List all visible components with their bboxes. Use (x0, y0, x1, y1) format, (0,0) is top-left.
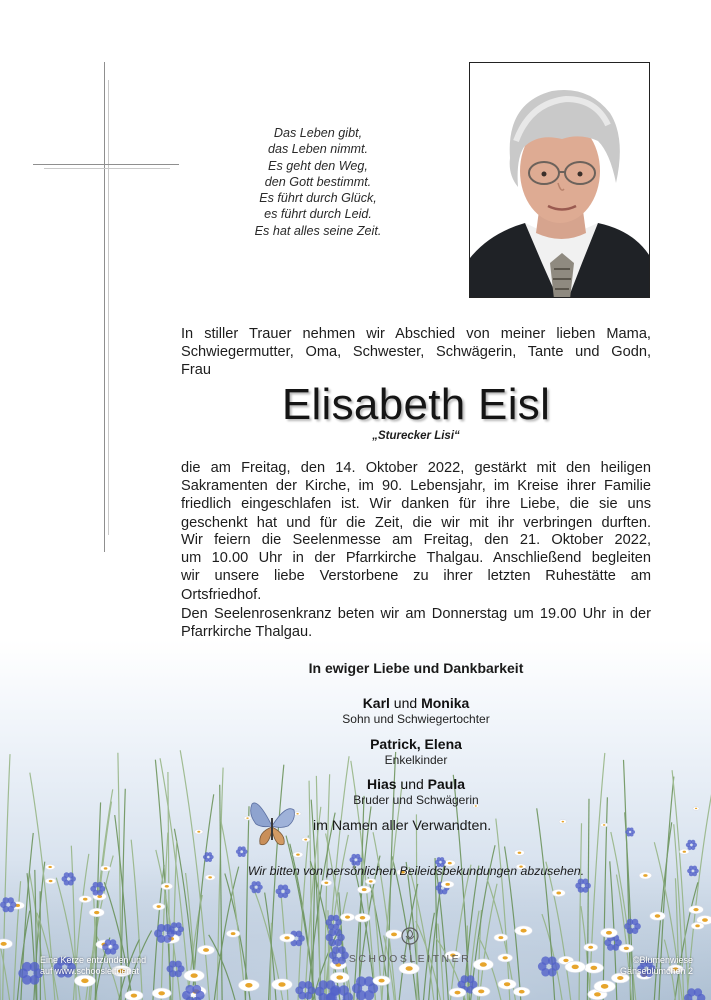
death-notice-paragraph (181, 459, 651, 532)
mourner-conjunction: und (389, 695, 422, 711)
intro-text (181, 325, 651, 380)
meadow-flower (226, 930, 240, 937)
paragraph-line: Wir feiern die Seelenmesse am Freitag, den 21. Oktober 2022, (181, 532, 651, 548)
mourner-names (181, 695, 651, 712)
poem-line: den Gott bestimmt. (264, 174, 372, 189)
meadow-flower (321, 880, 332, 886)
mourner-relation: Bruder und Schwägerin (353, 793, 479, 807)
mourner-conjunction: und (396, 776, 428, 792)
closing-heading: In ewiger Liebe und Dankbarkeit (308, 660, 524, 676)
paragraph-line: um 10.00 Uhr in der Pfarrkirche Thalgau. Anschließend begleiten (181, 550, 651, 567)
meadow-flower (100, 866, 110, 872)
meadow-flower (514, 850, 524, 856)
poem-line: Das Leben gibt, (273, 126, 363, 140)
mourner-relation: Enkelkinder (384, 753, 448, 767)
cross-horizontal (33, 164, 179, 165)
brand-name: SCHOOSLEITNER (348, 953, 472, 965)
mourner-names (181, 776, 651, 793)
meadow-flower (515, 926, 533, 936)
cross-vertical-shadow (108, 80, 109, 535)
meadow-flower (238, 979, 259, 991)
poem-line: das Leben nimmt. (267, 142, 369, 157)
intro-line: In stiller Trauer nehmen wir Abschied von meiner lieben Mama, (181, 326, 651, 342)
mourner-name: Hias (366, 776, 397, 792)
mourner-name: Patrick, Elena (370, 736, 462, 752)
mourner-group (181, 695, 651, 727)
meadow-flower (340, 913, 354, 921)
paragraph-line: wir unsere liebe Verstorbene zu ihrer letzten Ruhestätte am (181, 568, 651, 585)
poem (236, 125, 400, 239)
deceased-nickname: „Sturecker Lisi“ (372, 430, 460, 442)
paragraph-line: Pfarrkirche Thalgau. (181, 624, 313, 641)
butterfly-icon (246, 796, 298, 854)
meadow-flower (513, 987, 530, 996)
meadow-flower (441, 881, 454, 888)
footer-image-credit (620, 955, 693, 977)
meadow-flower (161, 883, 173, 889)
meadow-flower (559, 820, 567, 824)
paragraph-line: Sakramenten der Kirche, im 90. Lebensjahr, im Kreise ihrer Familie (181, 478, 651, 495)
poem-line: Es geht den Weg, (268, 158, 368, 173)
paragraph-line: die am Freitag, den 14. Oktober 2022, gestärkt mit den heiligen (181, 460, 651, 476)
condolence-request: Wir bitten von persönlichen Beileidsbekundungen abzusehen. (247, 864, 585, 878)
intro-line: Schwiegermutter, Oma, Schwester, Schwägerin, Tante und Godn, (181, 344, 651, 361)
meadow-flower (498, 954, 513, 962)
meadow-flower (365, 878, 376, 884)
meadow-flower (45, 864, 55, 869)
meadow-flower (689, 906, 704, 914)
paragraph-line: Ortsfriedhof. (181, 586, 262, 603)
poem-line: Es hat alles seine Zeit. (254, 223, 382, 238)
paragraph-line: geschenkt hat und für die Zeit, die wir mit ihr verbringen durften. (181, 514, 651, 531)
meadow-flower (600, 928, 617, 937)
meadow-flower (565, 961, 586, 972)
meadow-flower (449, 988, 466, 997)
meadow-flower (195, 829, 204, 834)
mourner-group (181, 736, 651, 768)
mourner-names (181, 736, 651, 753)
relatives-line: im Namen aller Verwandten. (313, 818, 492, 834)
footer-candle-note (40, 955, 146, 977)
meadow-flower (679, 849, 689, 854)
poem-line: es führt durch Leid. (264, 207, 372, 222)
meadow-flower (373, 976, 390, 986)
mourner-relation: Sohn und Schwiegertochter (342, 712, 490, 726)
meadow-flower (552, 889, 565, 896)
poem-line: Es führt durch Glück, (259, 191, 377, 206)
meadow-flower (152, 903, 165, 910)
meadow-flower (619, 944, 634, 952)
meadow-flower (302, 837, 310, 842)
meadow-flower (89, 908, 104, 916)
meadow-flower (584, 963, 603, 974)
meadow-flower (594, 980, 615, 992)
brand-logo (330, 926, 490, 965)
deceased-name: Elisabeth Eisl (281, 380, 551, 429)
meadow-flower (198, 945, 215, 954)
footer-line: Gänseblümchen 2 (619, 966, 693, 976)
cross-vertical (104, 62, 105, 552)
meadow-flower (498, 979, 516, 989)
rose-logo-icon (397, 926, 423, 950)
footer-website: auf www.schoosleitner.at (40, 966, 140, 976)
meadow-flower (184, 970, 205, 981)
meadow-flower (79, 896, 92, 903)
rosary-paragraph (181, 605, 651, 641)
footer-line: ©Blumenwiese (632, 955, 693, 965)
meadow-flower (650, 912, 666, 921)
portrait-photo (469, 62, 650, 298)
meadow-flower (125, 991, 143, 1000)
cross-horizontal-shadow (44, 168, 170, 169)
intro-line: Frau (181, 362, 212, 379)
mourner-name: Karl (362, 695, 390, 711)
meadow-flower (691, 922, 704, 929)
meadow-flower (357, 886, 371, 894)
meadow-flower (472, 987, 490, 997)
meadow-flower (45, 878, 56, 884)
paragraph-line: friedlich eingeschlafen ist. Wir danken für ihre Liebe, die sie uns (181, 496, 651, 513)
mourner-name: Paula (427, 776, 466, 792)
meadow-flower (693, 807, 699, 811)
meadow-flower (152, 988, 171, 998)
meadow-flower (279, 934, 294, 942)
meadow-flower (600, 823, 607, 827)
footer-line: Eine Kerze entzünden und (40, 955, 147, 965)
funeral-mass-paragraph (181, 531, 651, 604)
meadow-flower (584, 943, 598, 951)
meadow-flower (355, 913, 371, 922)
meadow-flower (494, 934, 508, 942)
paragraph-line: Den Seelenrosenkranz beten wir am Donnerstag um 19.00 Uhr in der (181, 606, 651, 622)
mourner-name: Monika (421, 695, 470, 711)
meadow-flower (272, 979, 293, 990)
portrait-image (470, 63, 650, 298)
